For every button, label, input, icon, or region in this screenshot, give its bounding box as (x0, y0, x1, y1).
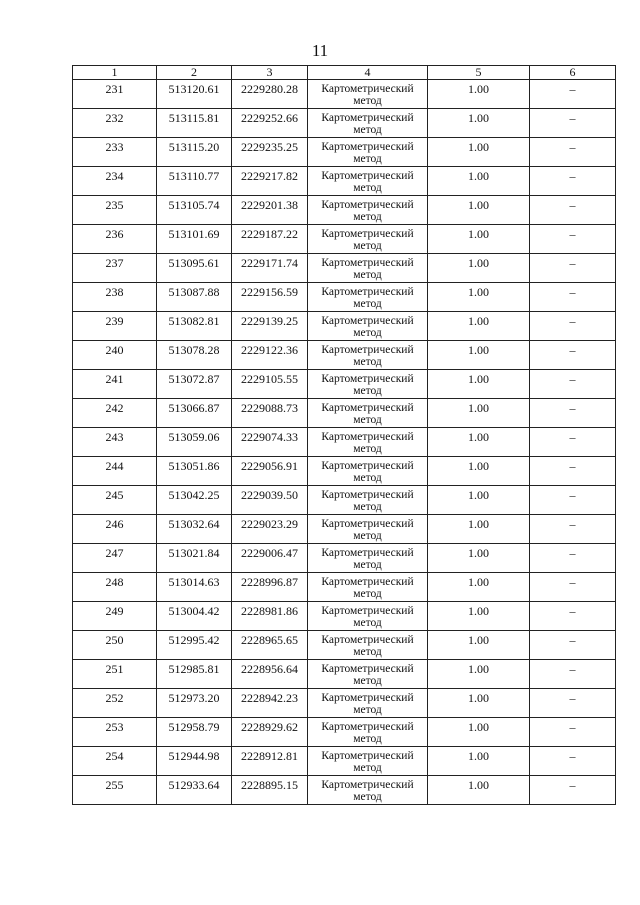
note-cell: – (530, 515, 616, 544)
point-number-cell: 249 (73, 602, 157, 631)
point-number-cell: 234 (73, 167, 157, 196)
note-cell: – (530, 254, 616, 283)
y-coordinate-cell: 2228895.15 (232, 776, 308, 805)
x-coordinate-cell: 513072.87 (157, 370, 232, 399)
column-header: 1 (73, 66, 157, 80)
table-row (73, 428, 616, 457)
x-coordinate-cell: 512995.42 (157, 631, 232, 660)
table-row (73, 602, 616, 631)
method-text: Картометрический метод (321, 199, 414, 223)
accuracy-cell: 1.00 (428, 747, 530, 776)
method-text: Картометрический метод (321, 634, 414, 658)
accuracy-cell: 1.00 (428, 225, 530, 254)
table-row (73, 312, 616, 341)
method-text: Картометрический метод (321, 460, 414, 484)
note-cell: – (530, 312, 616, 341)
method-text: Картометрический метод (321, 170, 414, 194)
y-coordinate-cell: 2229122.36 (232, 341, 308, 370)
method-cell (308, 370, 428, 399)
point-number-cell: 242 (73, 399, 157, 428)
note-cell: – (530, 718, 616, 747)
table-row (73, 370, 616, 399)
x-coordinate-cell: 513082.81 (157, 312, 232, 341)
y-coordinate-cell: 2228929.62 (232, 718, 308, 747)
x-coordinate-cell: 513021.84 (157, 544, 232, 573)
point-number-cell: 252 (73, 689, 157, 718)
point-number-cell: 255 (73, 776, 157, 805)
y-coordinate-cell: 2229235.25 (232, 138, 308, 167)
method-text: Картометрический метод (321, 605, 414, 629)
point-number-cell: 245 (73, 486, 157, 515)
method-text: Картометрический метод (321, 141, 414, 165)
method-text: Картометрический метод (321, 692, 414, 716)
method-text: Картометрический метод (321, 315, 414, 339)
point-number-cell: 248 (73, 573, 157, 602)
method-text: Картометрический метод (321, 228, 414, 252)
y-coordinate-cell: 2229006.47 (232, 544, 308, 573)
method-cell (308, 428, 428, 457)
method-text: Картометрический метод (321, 518, 414, 542)
method-cell (308, 225, 428, 254)
table-row (73, 109, 616, 138)
note-cell: – (530, 138, 616, 167)
accuracy-cell: 1.00 (428, 370, 530, 399)
method-text: Картометрический метод (321, 373, 414, 397)
method-text: Картометрический метод (321, 721, 414, 745)
point-number-cell: 238 (73, 283, 157, 312)
point-number-cell: 244 (73, 457, 157, 486)
method-text: Картометрический метод (321, 112, 414, 136)
accuracy-cell: 1.00 (428, 718, 530, 747)
table-row (73, 341, 616, 370)
point-number-cell: 236 (73, 225, 157, 254)
note-cell: – (530, 486, 616, 515)
table-row (73, 515, 616, 544)
point-number-cell: 253 (73, 718, 157, 747)
point-number-cell: 241 (73, 370, 157, 399)
point-number-cell: 243 (73, 428, 157, 457)
method-cell (308, 167, 428, 196)
accuracy-cell: 1.00 (428, 399, 530, 428)
method-cell (308, 602, 428, 631)
method-cell (308, 718, 428, 747)
y-coordinate-cell: 2228912.81 (232, 747, 308, 776)
x-coordinate-cell: 513087.88 (157, 283, 232, 312)
accuracy-cell: 1.00 (428, 631, 530, 660)
x-coordinate-cell: 512985.81 (157, 660, 232, 689)
x-coordinate-cell: 513115.20 (157, 138, 232, 167)
accuracy-cell: 1.00 (428, 167, 530, 196)
x-coordinate-cell: 513078.28 (157, 341, 232, 370)
y-coordinate-cell: 2229023.29 (232, 515, 308, 544)
note-cell: – (530, 689, 616, 718)
method-cell (308, 689, 428, 718)
method-cell (308, 660, 428, 689)
y-coordinate-cell: 2229074.33 (232, 428, 308, 457)
y-coordinate-cell: 2229201.38 (232, 196, 308, 225)
method-text: Картометрический метод (321, 83, 414, 107)
method-text: Картометрический метод (321, 344, 414, 368)
x-coordinate-cell: 513051.86 (157, 457, 232, 486)
table-row (73, 631, 616, 660)
table-row (73, 660, 616, 689)
accuracy-cell: 1.00 (428, 515, 530, 544)
method-text: Картометрический метод (321, 402, 414, 426)
table-row (73, 486, 616, 515)
table-row (73, 196, 616, 225)
table-row (73, 718, 616, 747)
x-coordinate-cell: 513004.42 (157, 602, 232, 631)
column-header: 4 (308, 66, 428, 80)
note-cell: – (530, 573, 616, 602)
point-number-cell: 233 (73, 138, 157, 167)
note-cell: – (530, 167, 616, 196)
method-cell (308, 80, 428, 109)
x-coordinate-cell: 513101.69 (157, 225, 232, 254)
note-cell: – (530, 225, 616, 254)
note-cell: – (530, 196, 616, 225)
y-coordinate-cell: 2229056.91 (232, 457, 308, 486)
note-cell: – (530, 283, 616, 312)
column-header: 3 (232, 66, 308, 80)
column-header: 2 (157, 66, 232, 80)
table-row (73, 544, 616, 573)
x-coordinate-cell: 513059.06 (157, 428, 232, 457)
point-number-cell: 250 (73, 631, 157, 660)
point-number-cell: 254 (73, 747, 157, 776)
table-row (73, 225, 616, 254)
method-text: Картометрический метод (321, 750, 414, 774)
y-coordinate-cell: 2229280.28 (232, 80, 308, 109)
page-number: 11 (311, 41, 329, 60)
note-cell: – (530, 747, 616, 776)
y-coordinate-cell: 2228996.87 (232, 573, 308, 602)
table-row (73, 283, 616, 312)
y-coordinate-cell: 2229088.73 (232, 399, 308, 428)
accuracy-cell: 1.00 (428, 312, 530, 341)
table-row (73, 254, 616, 283)
x-coordinate-cell: 513105.74 (157, 196, 232, 225)
x-coordinate-cell: 513014.63 (157, 573, 232, 602)
table-row (73, 457, 616, 486)
accuracy-cell: 1.00 (428, 254, 530, 283)
point-number-cell: 240 (73, 341, 157, 370)
y-coordinate-cell: 2229187.22 (232, 225, 308, 254)
point-number-cell: 235 (73, 196, 157, 225)
x-coordinate-cell: 513042.25 (157, 486, 232, 515)
note-cell: – (530, 399, 616, 428)
table-row (73, 80, 616, 109)
accuracy-cell: 1.00 (428, 689, 530, 718)
note-cell: – (530, 631, 616, 660)
y-coordinate-cell: 2228942.23 (232, 689, 308, 718)
method-cell (308, 544, 428, 573)
column-header: 6 (530, 66, 616, 80)
x-coordinate-cell: 513066.87 (157, 399, 232, 428)
accuracy-cell: 1.00 (428, 544, 530, 573)
accuracy-cell: 1.00 (428, 486, 530, 515)
method-text: Картометрический метод (321, 489, 414, 513)
method-cell (308, 776, 428, 805)
note-cell: – (530, 457, 616, 486)
table-row (73, 138, 616, 167)
y-coordinate-cell: 2229105.55 (232, 370, 308, 399)
method-text: Картометрический метод (321, 779, 414, 803)
accuracy-cell: 1.00 (428, 428, 530, 457)
y-coordinate-cell: 2229171.74 (232, 254, 308, 283)
x-coordinate-cell: 512958.79 (157, 718, 232, 747)
method-cell (308, 457, 428, 486)
accuracy-cell: 1.00 (428, 138, 530, 167)
accuracy-cell: 1.00 (428, 283, 530, 312)
y-coordinate-cell: 2229252.66 (232, 109, 308, 138)
table-row (73, 573, 616, 602)
note-cell: – (530, 660, 616, 689)
accuracy-cell: 1.00 (428, 341, 530, 370)
table-row (73, 776, 616, 805)
column-header: 5 (428, 66, 530, 80)
x-coordinate-cell: 512933.64 (157, 776, 232, 805)
method-cell (308, 631, 428, 660)
x-coordinate-cell: 513115.81 (157, 109, 232, 138)
y-coordinate-cell: 2229217.82 (232, 167, 308, 196)
note-cell: – (530, 370, 616, 399)
note-cell: – (530, 776, 616, 805)
note-cell: – (530, 544, 616, 573)
note-cell: – (530, 602, 616, 631)
method-text: Картометрический метод (321, 257, 414, 281)
method-cell (308, 138, 428, 167)
point-number-cell: 232 (73, 109, 157, 138)
method-cell (308, 254, 428, 283)
coordinates-table (72, 65, 616, 805)
method-cell (308, 341, 428, 370)
point-number-cell: 246 (73, 515, 157, 544)
method-cell (308, 399, 428, 428)
method-text: Картометрический метод (321, 547, 414, 571)
point-number-cell: 231 (73, 80, 157, 109)
method-cell (308, 196, 428, 225)
table-row (73, 747, 616, 776)
method-cell (308, 283, 428, 312)
y-coordinate-cell: 2229156.59 (232, 283, 308, 312)
x-coordinate-cell: 513095.61 (157, 254, 232, 283)
method-cell (308, 312, 428, 341)
y-coordinate-cell: 2228956.64 (232, 660, 308, 689)
accuracy-cell: 1.00 (428, 573, 530, 602)
method-cell (308, 515, 428, 544)
note-cell: – (530, 109, 616, 138)
method-text: Картометрический метод (321, 286, 414, 310)
table-row (73, 689, 616, 718)
method-cell (308, 573, 428, 602)
table-row (73, 399, 616, 428)
x-coordinate-cell: 512944.98 (157, 747, 232, 776)
method-cell (308, 109, 428, 138)
x-coordinate-cell: 513110.77 (157, 167, 232, 196)
y-coordinate-cell: 2228981.86 (232, 602, 308, 631)
note-cell: – (530, 428, 616, 457)
accuracy-cell: 1.00 (428, 196, 530, 225)
point-number-cell: 251 (73, 660, 157, 689)
accuracy-cell: 1.00 (428, 80, 530, 109)
x-coordinate-cell: 513120.61 (157, 80, 232, 109)
y-coordinate-cell: 2229139.25 (232, 312, 308, 341)
x-coordinate-cell: 513032.64 (157, 515, 232, 544)
accuracy-cell: 1.00 (428, 660, 530, 689)
accuracy-cell: 1.00 (428, 109, 530, 138)
accuracy-cell: 1.00 (428, 457, 530, 486)
method-cell (308, 486, 428, 515)
table-header-row (73, 66, 616, 80)
note-cell: – (530, 341, 616, 370)
accuracy-cell: 1.00 (428, 776, 530, 805)
method-text: Картометрический метод (321, 431, 414, 455)
note-cell: – (530, 80, 616, 109)
point-number-cell: 237 (73, 254, 157, 283)
accuracy-cell: 1.00 (428, 602, 530, 631)
point-number-cell: 239 (73, 312, 157, 341)
y-coordinate-cell: 2228965.65 (232, 631, 308, 660)
y-coordinate-cell: 2229039.50 (232, 486, 308, 515)
x-coordinate-cell: 512973.20 (157, 689, 232, 718)
point-number-cell: 247 (73, 544, 157, 573)
table-row (73, 167, 616, 196)
method-cell (308, 747, 428, 776)
method-text: Картометрический метод (321, 663, 414, 687)
method-text: Картометрический метод (321, 576, 414, 600)
